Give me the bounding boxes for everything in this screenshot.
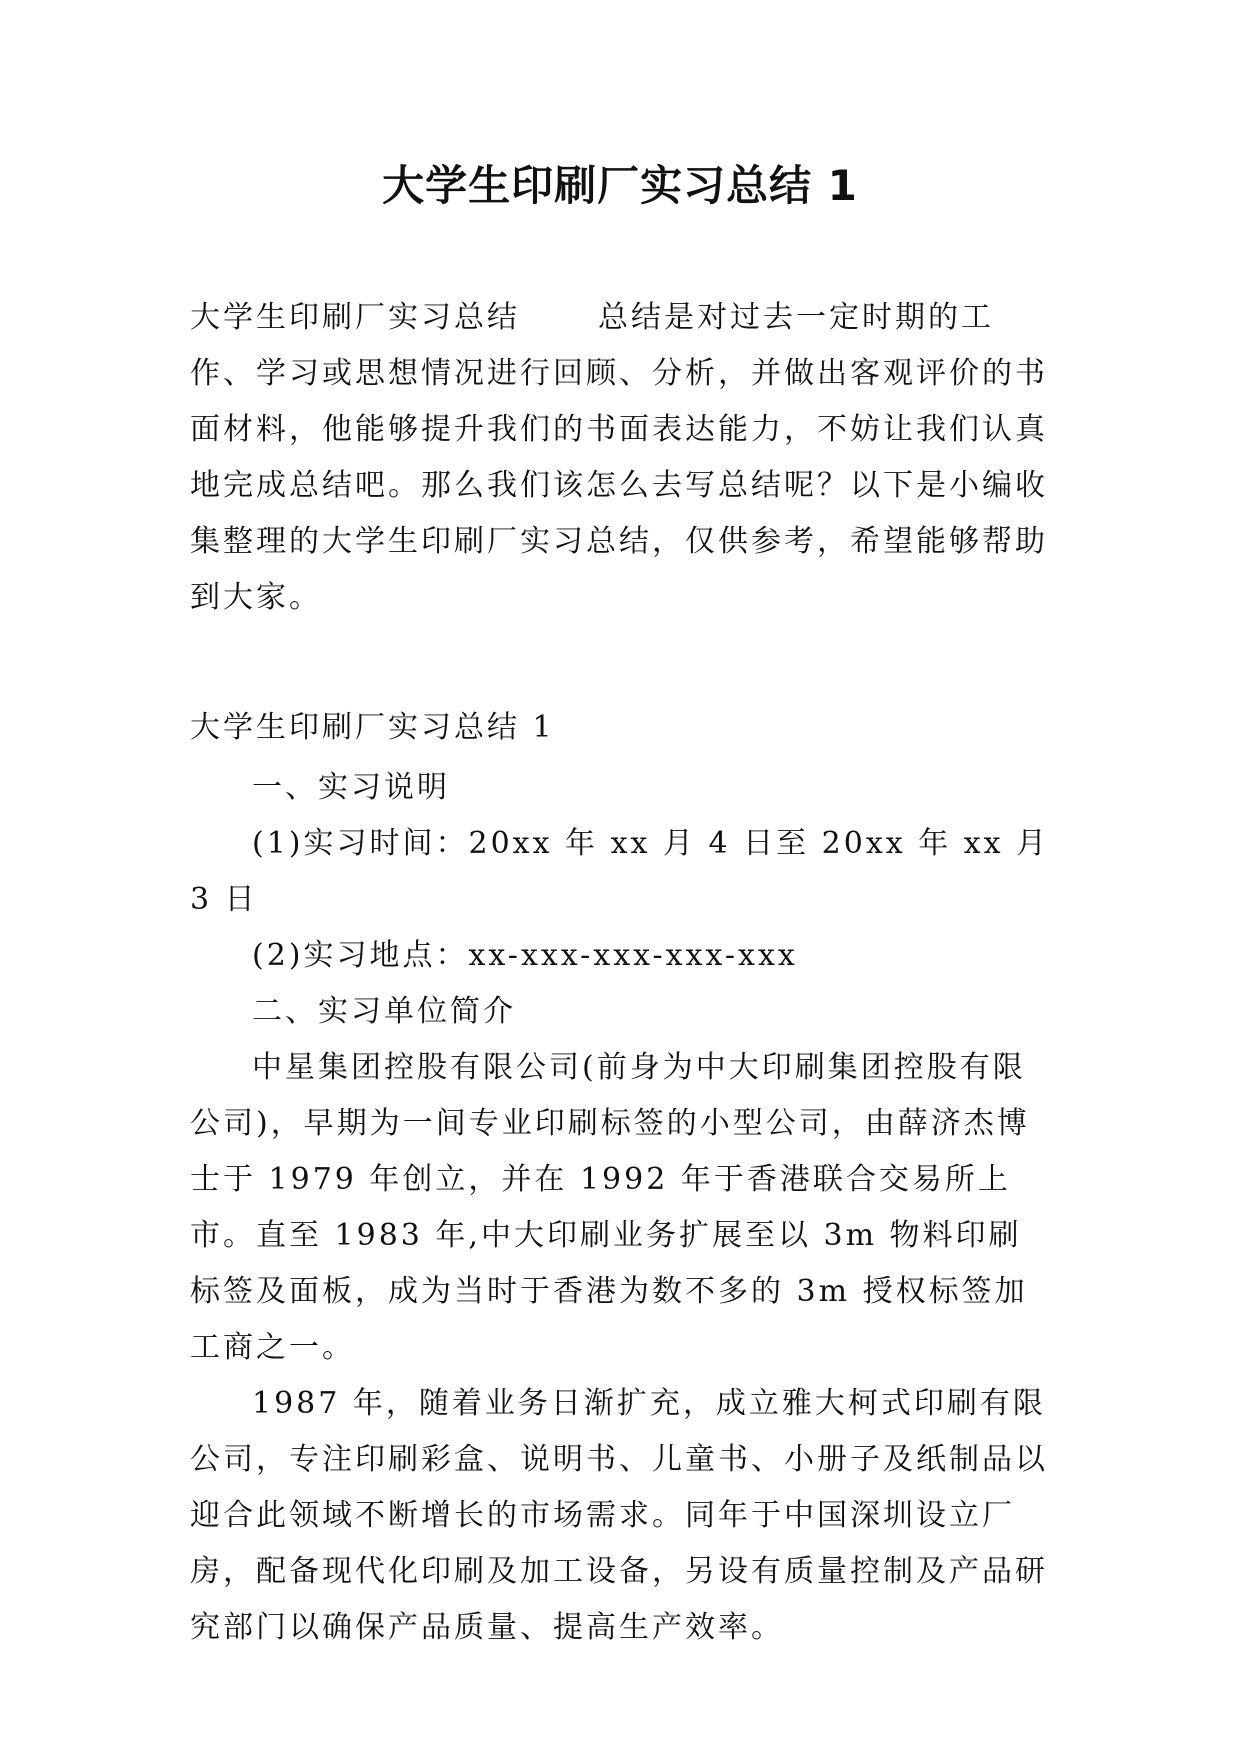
part2-heading: 二、实习单位简介	[252, 994, 516, 1029]
section-heading: 大学生印刷厂实习总结 1	[190, 710, 555, 745]
internship-time: (1)实习时间：20xx 年 xx 月 4 日至 20xx 年 xx 月 3 日	[190, 826, 1050, 917]
part1-heading: 一、实习说明	[252, 770, 450, 805]
document-body	[190, 700, 1050, 1656]
intro-text: 总结是对过去一定时期的工作、学习或思想情况进行回顾、分析，并做出客观评价的书面材料，他能够提升我们的书面表达能力，不妨让我们认真地完成总结吧。那么我们该怎么去写总结呢？以下是小编收集整理的大学生印刷厂实习总结，仅供参考，希望能够帮助到大家。	[190, 300, 1048, 615]
company-intro-paragraph: 中星集团控股有限公司(前身为中大印刷集团控股有限公司)，早期为一间专业印刷标签的小型公司，由薛济杰博士于 1979 年创立，并在 1992 年于香港联合交易所上市。直至 1983 年,中大印刷业务扩展至以 3m 物料印刷标签及面板，成为当时于香港为数不多的 3m 授权标签加工商之一。	[190, 1050, 1030, 1365]
internship-location: (2)实习地点：xx-xxx-xxx-xxx-xxx	[252, 938, 798, 973]
intro-paragraph	[190, 290, 1050, 626]
document-title: 大学生印刷厂实习总结 1	[382, 161, 858, 210]
intro-lead: 大学生印刷厂实习总结	[190, 300, 520, 335]
company-history-paragraph: 1987 年，随着业务日渐扩充，成立雅大柯式印刷有限公司，专注印刷彩盒、说明书、儿童书、小册子及纸制品以迎合此领域不断增长的市场需求。同年于中国深圳设立厂房，配备现代化印刷及加工设备，另设有质量控制及产品研究部门以确保产品质量、提高生产效率。	[190, 1386, 1048, 1645]
